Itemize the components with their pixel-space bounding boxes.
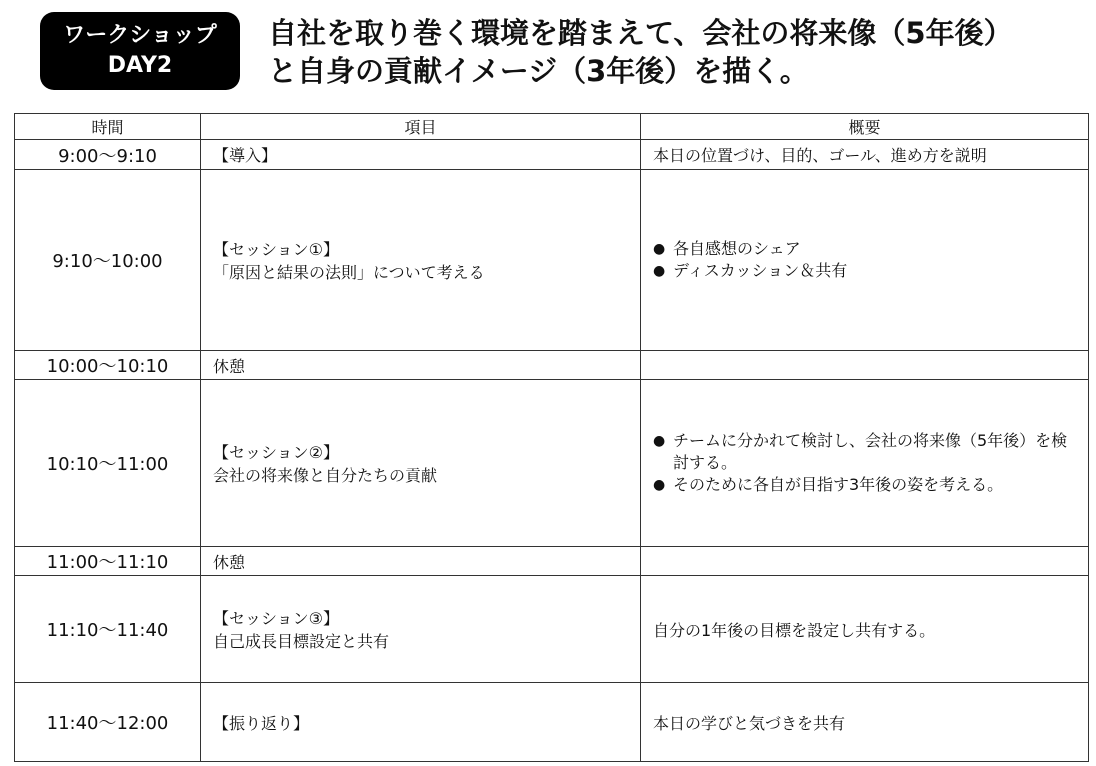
item-description: 「原因と結果の法則」について考える bbox=[213, 263, 485, 282]
row-summary bbox=[641, 547, 1089, 576]
bullet-text: 各自感想のシェア bbox=[673, 239, 801, 258]
row-time: 10:00～10:10 bbox=[15, 351, 201, 380]
item-description: 会社の将来像と自分たちの貢献 bbox=[213, 466, 438, 485]
item-label: 【セッション③】 bbox=[213, 609, 340, 628]
page-title bbox=[268, 14, 1078, 90]
bullet-icon: ● bbox=[653, 433, 666, 449]
badge-day: DAY2 bbox=[107, 53, 173, 78]
row-time: 10:10～11:00 bbox=[15, 380, 201, 547]
row-time: 11:40～12:00 bbox=[15, 683, 201, 762]
header-time: 時間 bbox=[15, 114, 201, 140]
bullet-text: チームに分かれて検討し、会社の将来像（5年後）を検討する。 bbox=[673, 431, 1068, 472]
row-summary bbox=[641, 351, 1089, 380]
item-label: 【セッション②】 bbox=[213, 443, 340, 462]
header-summary: 概要 bbox=[641, 114, 1089, 140]
table-row bbox=[15, 683, 1089, 762]
list-item bbox=[653, 430, 1076, 474]
title-line-2: と自身の貢献イメージ（3年後）を描く。 bbox=[268, 54, 809, 88]
bullet-icon: ● bbox=[653, 263, 666, 279]
row-summary: 自分の1年後の目標を設定し共有する。 bbox=[641, 576, 1089, 683]
item-description: 自己成長目標設定と共有 bbox=[213, 632, 390, 651]
row-time: 9:10～10:00 bbox=[15, 170, 201, 351]
row-item bbox=[201, 380, 641, 547]
schedule-table bbox=[14, 113, 1089, 762]
item-label: 【導入】 bbox=[213, 146, 278, 165]
table-row bbox=[15, 170, 1089, 351]
list-item bbox=[653, 260, 1076, 282]
bullet-text: ディスカッション＆共有 bbox=[673, 261, 848, 280]
row-item bbox=[201, 170, 641, 351]
item-label: 休憩 bbox=[213, 356, 246, 376]
row-item bbox=[201, 547, 641, 576]
row-item bbox=[201, 140, 641, 170]
badge-label: ワークショップ bbox=[63, 23, 217, 49]
table-header-row bbox=[15, 114, 1089, 140]
row-time: 11:10～11:40 bbox=[15, 576, 201, 683]
summary-bullet-list bbox=[653, 430, 1076, 496]
title-line-1: 自社を取り巻く環境を踏まえて、会社の将来像（5年後） bbox=[268, 16, 1013, 50]
table-row bbox=[15, 576, 1089, 683]
row-item bbox=[201, 576, 641, 683]
row-summary: 本日の学びと気づきを共有 bbox=[641, 683, 1089, 762]
item-label: 休憩 bbox=[213, 552, 246, 572]
table-row bbox=[15, 140, 1089, 170]
row-item bbox=[201, 351, 641, 380]
bullet-text: そのために各自が目指す3年後の姿を考える。 bbox=[673, 475, 1004, 494]
table-row bbox=[15, 351, 1089, 380]
item-label: 【振り返り】 bbox=[213, 713, 310, 733]
day-badge bbox=[40, 12, 240, 90]
row-time: 9:00～9:10 bbox=[15, 140, 201, 170]
row-summary bbox=[641, 380, 1089, 547]
list-item bbox=[653, 474, 1076, 496]
row-item bbox=[201, 683, 641, 762]
table-row bbox=[15, 380, 1089, 547]
row-summary bbox=[641, 170, 1089, 351]
summary-bullet-list bbox=[653, 238, 1076, 282]
item-label: 【セッション①】 bbox=[213, 240, 340, 259]
list-item bbox=[653, 238, 1076, 260]
row-summary: 本日の位置づけ、目的、ゴール、進め方を説明 bbox=[641, 140, 1089, 170]
table-row bbox=[15, 547, 1089, 576]
header-item: 項目 bbox=[201, 114, 641, 140]
bullet-icon: ● bbox=[653, 477, 666, 493]
bullet-icon: ● bbox=[653, 241, 666, 257]
row-time: 11:00～11:10 bbox=[15, 547, 201, 576]
